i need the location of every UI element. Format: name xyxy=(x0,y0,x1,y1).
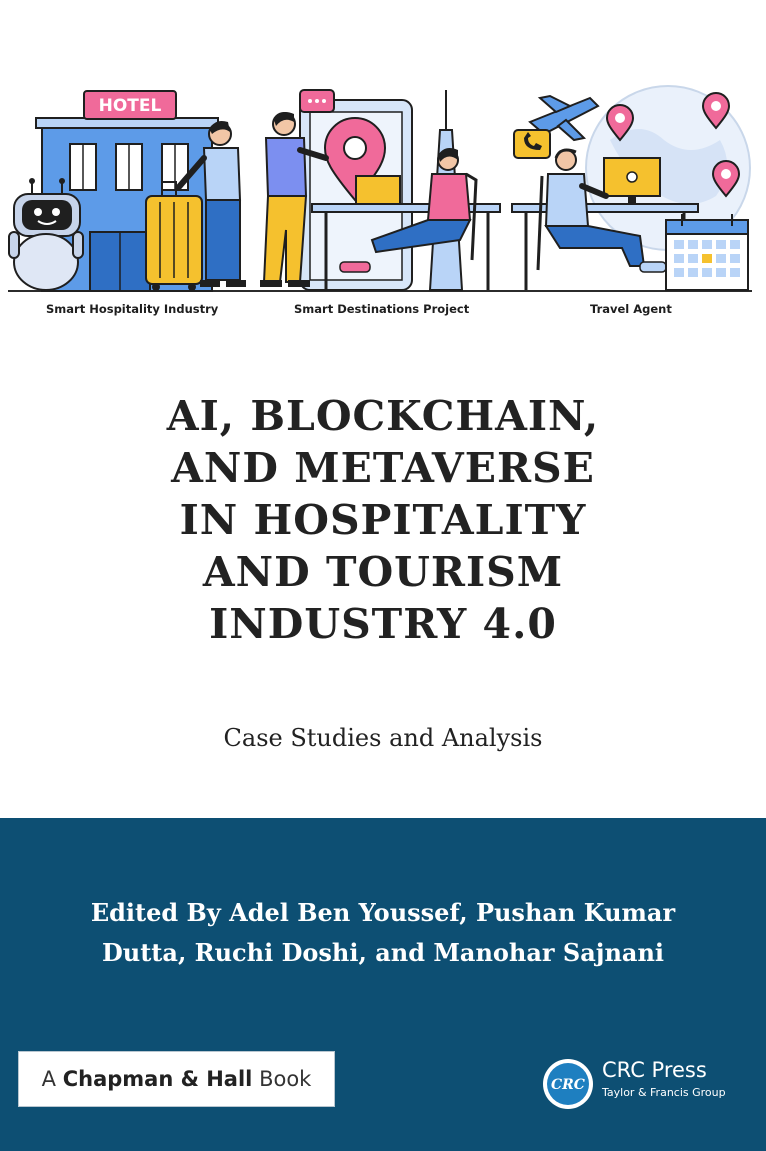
scene-label-destinations: Smart Destinations Project xyxy=(294,302,470,316)
title-line: IN HOSPITALITY xyxy=(179,496,587,544)
series-name: Chapman & Hall xyxy=(62,1067,253,1091)
scene-label-travel-agent: Travel Agent xyxy=(590,302,672,316)
destinations-scene xyxy=(260,90,500,290)
hotel-sign-text: HOTEL xyxy=(98,96,162,116)
series-badge xyxy=(18,1051,335,1107)
robot-icon xyxy=(9,178,83,290)
hotel-scene xyxy=(9,91,246,291)
series-prefix: A xyxy=(41,1067,57,1091)
crc-logo-icon xyxy=(542,1058,594,1110)
suitcase-icon xyxy=(146,182,202,291)
title-line: AND METAVERSE xyxy=(171,444,595,492)
publisher-group: Taylor & Francis Group xyxy=(602,1086,726,1099)
editors xyxy=(0,893,766,973)
chat-bubble-icon xyxy=(300,90,334,112)
title-line: INDUSTRY 4.0 xyxy=(209,600,557,648)
editors-line: Dutta, Ruchi Doshi, and Manohar Sajnani xyxy=(101,938,665,967)
title-line: AI, BLOCKCHAIN, xyxy=(166,392,600,440)
phone-call-icon xyxy=(514,130,550,158)
travel-agent-scene xyxy=(512,86,750,290)
series-suffix: Book xyxy=(259,1067,312,1091)
book-subtitle: Case Studies and Analysis xyxy=(223,724,543,752)
scene-label-hospitality: Smart Hospitality Industry xyxy=(46,302,219,316)
editors-line: Edited By Adel Ben Youssef, Pushan Kumar xyxy=(90,898,676,927)
book-title xyxy=(0,390,766,650)
title-line: AND TOURISM xyxy=(202,548,564,596)
calendar-icon xyxy=(666,214,748,290)
crc-logo-text: CRC xyxy=(551,1077,585,1093)
publisher-logo xyxy=(542,1054,742,1110)
publisher-name: CRC Press xyxy=(602,1058,707,1082)
cover-illustration xyxy=(0,0,766,330)
